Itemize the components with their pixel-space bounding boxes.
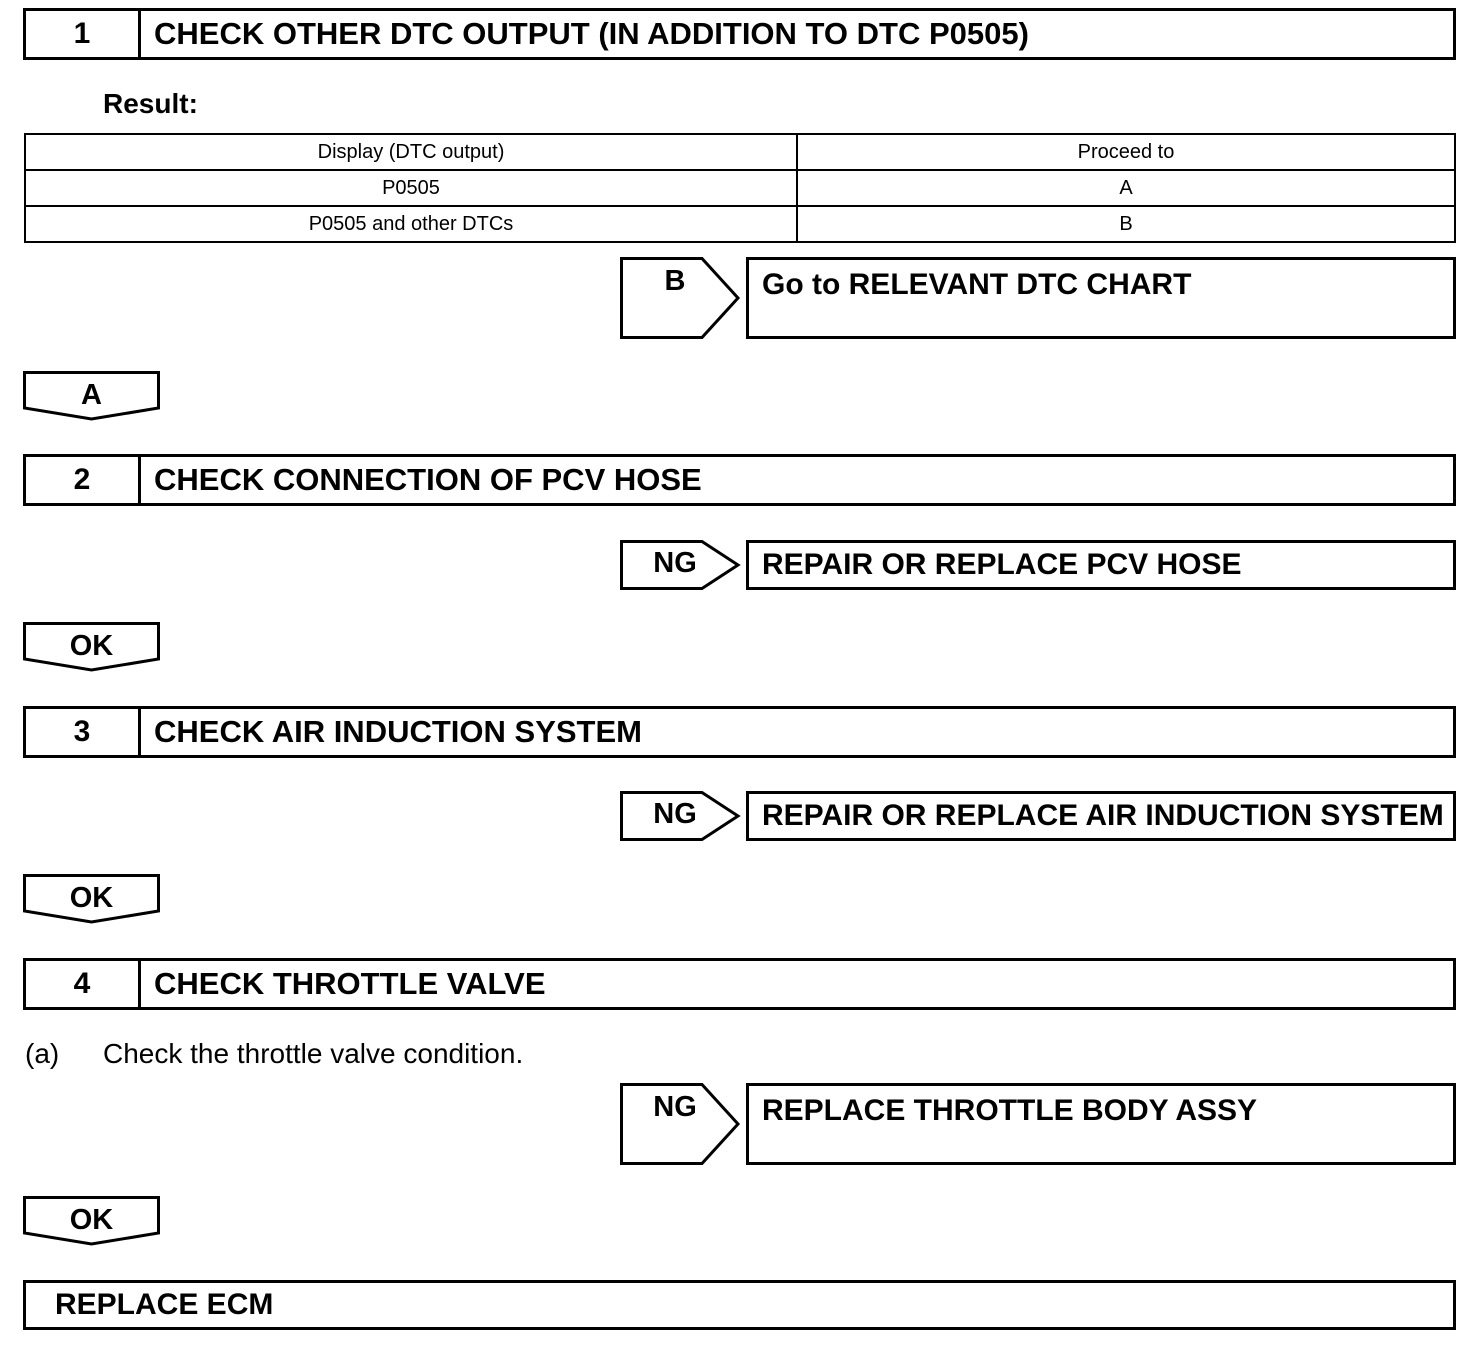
- table-cell: P0505 and other DTCs: [25, 206, 797, 242]
- step-2-header: [23, 454, 1456, 506]
- branch-tag: NG: [653, 1091, 697, 1123]
- table-header-row: [25, 134, 1455, 170]
- branch-arrow: [620, 791, 740, 841]
- branch-arrow: [620, 257, 740, 339]
- step-number: 2: [26, 457, 141, 503]
- continue-tag: OK: [69, 630, 114, 662]
- continue-tag: OK: [69, 1204, 114, 1236]
- continue-arrow: [23, 371, 160, 421]
- step-title: CHECK CONNECTION OF PCV HOSE: [154, 462, 702, 497]
- table-header-cell: Display (DTC output): [25, 134, 797, 170]
- table-header-cell: Proceed to: [797, 134, 1455, 170]
- step-title: CHECK OTHER DTC OUTPUT (IN ADDITION TO DTC P0505): [154, 16, 1029, 51]
- step-1-header: [23, 8, 1456, 60]
- branch-arrow: [620, 1083, 740, 1165]
- step-title: CHECK THROTTLE VALVE: [154, 966, 546, 1001]
- table-row: [25, 206, 1455, 242]
- result-label: Result:: [103, 88, 198, 119]
- final-action-box: REPLACE ECM: [23, 1280, 1456, 1330]
- continue-tag: OK: [69, 882, 114, 914]
- step-title: CHECK AIR INDUCTION SYSTEM: [154, 714, 642, 749]
- branch-arrow: [620, 540, 740, 590]
- step-3-header: [23, 706, 1456, 758]
- continue-arrow: [23, 1196, 160, 1246]
- step-4-header: [23, 958, 1456, 1010]
- branch-action-box: REPAIR OR REPLACE PCV HOSE: [746, 540, 1456, 590]
- table-cell: P0505: [25, 170, 797, 206]
- step-number: 3: [26, 709, 141, 755]
- branch-tag: B: [664, 265, 686, 297]
- branch-tag: NG: [653, 798, 697, 830]
- branch-tag: NG: [653, 547, 697, 579]
- step-number: 1: [26, 11, 141, 57]
- continue-tag: A: [81, 379, 102, 411]
- continue-arrow: [23, 874, 160, 924]
- continue-arrow: [23, 622, 160, 672]
- instruction-text: Check the throttle valve condition.: [103, 1038, 524, 1069]
- branch-action-box: REPLACE THROTTLE BODY ASSY: [746, 1083, 1456, 1165]
- branch-action-box: REPAIR OR REPLACE AIR INDUCTION SYSTEM: [746, 791, 1456, 841]
- table-cell: B: [797, 206, 1455, 242]
- table-cell: A: [797, 170, 1455, 206]
- step-number: 4: [26, 961, 141, 1007]
- branch-action-box: Go to RELEVANT DTC CHART: [746, 257, 1456, 339]
- instruction-marker: (a): [25, 1038, 60, 1069]
- table-row: [25, 170, 1455, 206]
- result-table: [24, 133, 1456, 243]
